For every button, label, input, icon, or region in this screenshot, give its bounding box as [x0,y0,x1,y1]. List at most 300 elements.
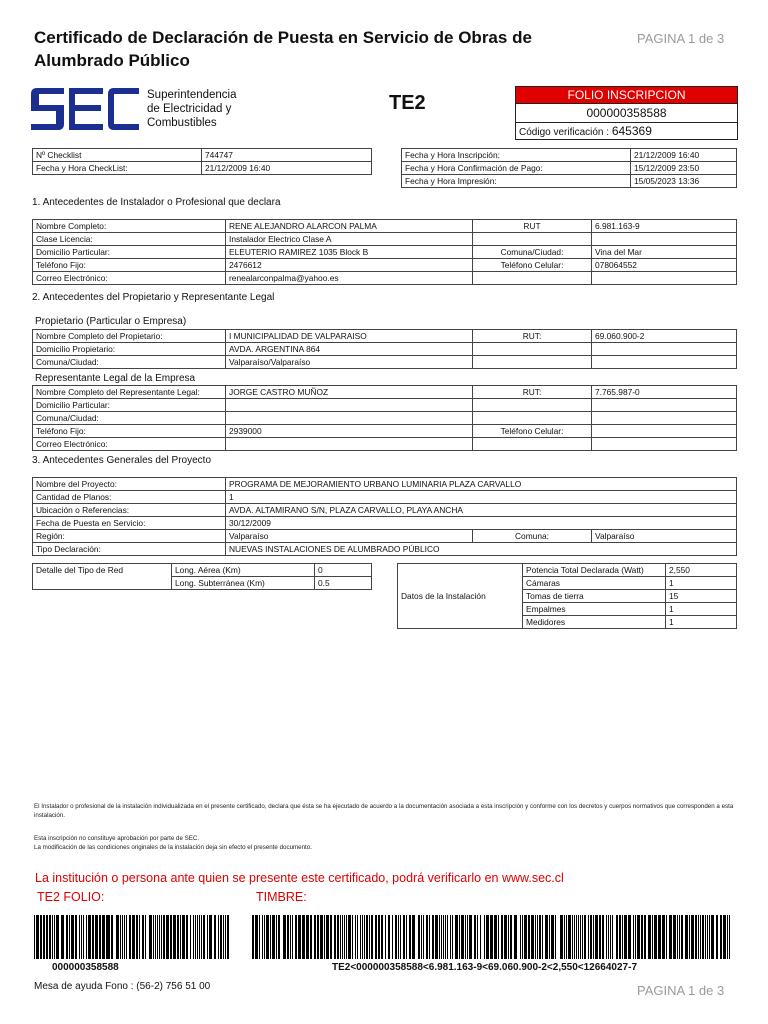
barcode-bar [69,915,70,959]
table-cell [592,272,737,285]
barcode-bar [161,915,162,959]
barcode-bar [398,915,399,959]
barcode-bar [302,915,305,959]
barcode-bar [637,915,640,959]
barcode-bar [364,915,365,959]
barcode-bar [662,915,663,959]
barcode-bar [310,915,311,959]
barcode-bar [501,915,503,959]
barcode-bar [445,915,446,959]
barcode-bar [214,915,216,959]
barcode-bar [443,915,444,959]
table-cell: Domicilio Particular: [33,246,226,259]
barcode-bar [461,915,463,959]
table-cell: Valparaíso/Valparaíso [226,356,473,369]
barcode-bar [362,915,363,959]
table-cell: Correo Electrónico: [33,272,226,285]
section-1-title: 1. Antecedentes de Instalador o Profesional que declara [32,197,281,208]
barcode-bar [71,915,74,959]
barcode-bar [494,915,497,959]
table-cell: 69.060.900-2 [592,330,737,343]
barcode-bar [441,915,442,959]
barcode-bar [283,915,286,959]
barcode-bar [99,915,101,959]
barcode-bar [421,915,422,959]
table-cell: Nombre Completo del Propietario: [33,330,226,343]
table-cell: 2,550 [666,564,737,577]
owner-table [32,329,737,369]
barcode-bar [306,915,309,959]
barcode-bar [392,915,393,959]
barcode-bar [555,915,556,959]
barcode-bar [633,915,634,959]
barcode-bar [153,915,154,959]
barcode-bar [298,915,301,959]
barcode-bar [182,915,185,959]
barcode-bar [469,915,472,959]
barcode-bar [572,915,573,959]
barcode-bar [514,915,517,959]
barcode-bar [124,915,125,959]
barcode-bar [689,915,690,959]
barcode-bar [371,915,373,959]
representative-subtitle: Representante Legal de la Empresa [35,373,196,384]
barcode-bar [97,915,98,959]
barcode-bar [252,915,254,959]
barcode-bar [566,915,567,959]
barcode-bar [560,915,563,959]
folio-box [515,86,738,140]
table-cell: Fecha y Hora CheckList: [33,162,202,175]
barcode-bar [195,915,196,959]
legal-note-modification: La modificación de las condiciones originales de la instalación deja sin efecto el presente documento. [34,844,312,851]
table-cell [473,272,592,285]
barcode-bar [439,915,440,959]
barcode-bar [720,915,722,959]
barcode-bar [311,915,312,959]
table-row [33,233,737,246]
table-cell: JORGE CASTRO MUÑOZ [226,386,473,399]
barcode-bar [498,915,499,959]
table-cell: Fecha y Hora Inscripción: [402,149,631,162]
barcode-bar [729,915,730,959]
barcode-bar [346,915,347,959]
barcode-bar [292,915,293,959]
barcode-bar [352,915,353,959]
barcode-bar [612,915,613,959]
barcode-bar [418,915,420,959]
barcode-bar [705,915,706,959]
barcode-bar [624,915,627,959]
barcode-bar [129,915,131,959]
barcode-bar [334,915,336,959]
table-cell: 1 [666,603,737,616]
barcode-bar [452,915,453,959]
barcode-bar [590,915,592,959]
barcode-bar [223,915,224,959]
table-cell: I MUNICIPALIDAD DE VALPARAISO [226,330,473,343]
table-cell: 21/12/2009 16:40 [202,162,372,175]
barcode-bar [52,915,53,959]
barcode-bar [157,915,158,959]
barcode-bar [412,915,415,959]
barcode-bar [177,915,179,959]
barcode-bar [663,915,665,959]
table-cell: PROGRAMA DE MEJORAMIENTO URBANO LUMINARIA PLAZA CARVALLO [226,478,737,491]
barcode-bar [486,915,489,959]
page-number-top: PAGINA 1 de 3 [637,31,725,46]
barcode-bar [34,915,35,959]
table-cell: 0.5 [315,577,372,590]
barcode-bar [149,915,152,959]
table-cell: Fecha y Hora Impresión: [402,175,631,188]
table-cell: 15/05/2023 13:36 [631,175,737,188]
table-row [33,330,737,343]
table-cell: renealarconpalma@yahoo.es [226,272,473,285]
verification-notice: La institución o persona ante quien se presente este certificado, podrá verificarlo en www.sec.cl [35,871,564,885]
barcode-bar [54,915,55,959]
table-cell: 15/12/2009 23:50 [631,162,737,175]
table-row [33,220,737,233]
table-cell: Región: [33,530,226,543]
barcode-bar [324,915,325,959]
te2-folio-label: TE2 FOLIO: [37,890,105,904]
timbre-label: TIMBRE: [256,890,307,904]
barcode-bar [652,915,653,959]
barcode-bar [551,915,554,959]
barcode-bar [450,915,451,959]
logo-caption [147,88,237,130]
barcode-bar [190,915,191,959]
barcode-bar [342,915,343,959]
table-cell: RUT [473,220,592,233]
barcode-bar [139,915,140,959]
barcode-bar [163,915,165,959]
barcode-bar [549,915,550,959]
barcode-bar [218,915,219,959]
barcode-bar [264,915,265,959]
barcode-bar [272,915,275,959]
barcode-bar [355,915,356,959]
table-cell [473,233,592,246]
barcode-bar [197,915,198,959]
barcode-bar [432,915,434,959]
barcode-bar [568,915,571,959]
barcode-bar [61,915,64,959]
barcode-bar [199,915,200,959]
barcode-bar [564,915,565,959]
barcode-bar [426,915,428,959]
table-cell: Tomas de tierra [523,590,666,603]
installer-table [32,219,737,285]
barcode-bar [619,915,621,959]
table-cell: Nº Checklist [33,149,202,162]
barcode-bar [593,915,594,959]
barcode-bar [126,915,127,959]
barcode-bar [86,915,87,959]
barcode-bar [166,915,169,959]
table-cell: Correo Electrónico: [33,438,226,451]
table-cell [473,438,592,451]
barcode-bar [120,915,121,959]
barcode-bar [227,915,229,959]
barcode-bar [669,915,672,959]
barcode-bar [276,915,277,959]
table-cell [226,412,473,425]
barcode-bar [348,915,351,959]
barcode-bar [201,915,202,959]
barcode-bar [357,915,358,959]
table-cell: Teléfono Fijo: [33,425,226,438]
table-cell [473,356,592,369]
barcode-bar [159,915,160,959]
barcode-bar [396,915,397,959]
table-cell: NUEVAS INSTALACIONES DE ALUMBRADO PÚBLICO [226,543,737,556]
table-cell: Potencia Total Declarada (Watt) [523,564,666,577]
barcode-bar [270,915,271,959]
barcode-bar [186,915,188,959]
barcode-bar [666,915,667,959]
barcode-bar [395,915,396,959]
table-cell: Comuna/Ciudad: [473,246,592,259]
table-cell: Nombre Completo del Representante Legal: [33,386,226,399]
barcode-bar [375,915,377,959]
table-cell: RUT: [473,386,592,399]
barcode-bar [47,915,48,959]
table-cell: 0 [315,564,372,577]
verification-code [516,123,737,139]
table-row [33,530,737,543]
table-row [33,356,737,369]
barcode-bar [537,915,538,959]
barcode-bar [574,915,575,959]
table-cell: 21/12/2009 16:40 [631,149,737,162]
checklist-table [32,148,372,175]
barcode-bar [677,915,678,959]
table-cell: AVDA. ALTAMIRANO S/N, PLAZA CARVALLO, PLAYA ANCHA [226,504,737,517]
barcode-bar [340,915,341,959]
installation-data-label: Datos de la Instalación [398,564,523,629]
barcode-bar [116,915,119,959]
table-row [33,412,737,425]
barcode-bar [381,915,383,959]
barcode-bar [707,915,708,959]
table-row [33,564,372,577]
barcode-bar [259,915,260,959]
barcode-bar [691,915,694,959]
table-cell: RUT: [473,330,592,343]
table-row [398,564,737,577]
barcode-bar [658,915,661,959]
folio-barcode [34,915,229,959]
barcode-bar [628,915,631,959]
barcode-bar [409,915,411,959]
barcode-bar [508,915,509,959]
barcode-bar [255,915,258,959]
barcode-bar [142,915,144,959]
table-cell: 7.765.987-0 [592,386,737,399]
table-cell: Domicilio Propietario: [33,343,226,356]
barcode-bar [49,915,51,959]
barcode-bar [588,915,589,959]
barcode-bar [606,915,607,959]
barcode-bar [654,915,657,959]
table-cell: Nombre del Proyecto: [33,478,226,491]
barcode-bar [220,915,222,959]
table-cell: Comuna/Ciudad: [33,412,226,425]
owner-subtitle: Propietario (Particular o Empresa) [35,316,187,327]
barcode-bar [463,915,464,959]
barcode-bar [106,915,108,959]
barcode-bar [81,915,82,959]
barcode-bar [504,915,507,959]
table-cell: Domicilio Particular: [33,399,226,412]
barcode-bar [314,915,316,959]
barcode-bar [406,915,407,959]
barcode-bar [122,915,123,959]
barcode-bar [56,915,59,959]
table-cell: Comuna: [473,530,592,543]
table-cell: Instalador Electrico Clase A [226,233,473,246]
table-cell: Fecha y Hora Confirmación de Pago: [402,162,631,175]
barcode-bar [723,915,726,959]
table-cell [592,438,737,451]
barcode-bar [644,915,646,959]
barcode-bar [679,915,680,959]
barcode-bar [360,915,361,959]
barcode-bar [388,915,390,959]
barcode-bar [545,915,548,959]
barcode-bar [447,915,448,959]
barcode-bar [576,915,577,959]
barcode-bar [695,915,697,959]
barcode-bar [622,915,623,959]
barcode-bar [95,915,97,959]
barcode-bar [711,915,714,959]
table-cell: AVDA. ARGENTINA 864 [226,343,473,356]
barcode-bar [608,915,609,959]
barcode-bar [180,915,181,959]
barcode-bar [474,915,476,959]
barcode-bar [378,915,380,959]
barcode-bar [40,915,42,959]
barcode-bar [145,915,146,959]
barcode-bar [423,915,424,959]
table-row [33,491,737,504]
barcode-bar [595,915,598,959]
table-row [402,162,737,175]
table-row [33,425,737,438]
table-row [33,149,372,162]
table-cell [592,233,737,246]
table-row [33,478,737,491]
barcode-bar [330,915,332,959]
table-cell: 6.981.163-9 [592,220,737,233]
table-cell: Empalmes [523,603,666,616]
table-cell: Valparaíso [592,530,737,543]
logo-line-1: Superintendencia [147,89,237,101]
barcode-bar [700,915,701,959]
barcode-bar [616,915,618,959]
timbre-barcode-text: TE2<000000358588<6.981.163-9<69.060.900-2<2,550<12664027-7 [332,962,638,973]
table-row [33,504,737,517]
doc-type: TE2 [389,92,426,114]
barcode-bar [578,915,579,959]
barcode-bar [203,915,205,959]
barcode-bar [83,915,84,959]
barcode-bar [602,915,604,959]
dates-table [401,148,737,188]
barcode-bar [641,915,643,959]
table-cell [592,425,737,438]
barcode-bar [648,915,651,959]
barcode-bar [429,915,430,959]
section-3-title: 3. Antecedentes Generales del Proyecto [32,455,212,466]
barcode-bar [66,915,68,959]
table-cell [592,412,737,425]
network-detail-label: Detalle del Tipo de Red [33,564,172,590]
barcode-bar [490,915,493,959]
table-row [33,259,737,272]
barcode-bar [524,915,527,959]
barcode-bar [43,915,45,959]
barcode-bar [673,915,676,959]
table-row [33,386,737,399]
table-row [33,162,372,175]
barcode-bar [702,915,704,959]
table-cell: Cantidad de Planos: [33,491,226,504]
table-row [33,246,737,259]
barcode-bar [75,915,77,959]
table-cell: Cámaras [523,577,666,590]
table-cell: Vina del Mar [592,246,737,259]
table-cell: Teléfono Fijo: [33,259,226,272]
barcode-bar [36,915,39,959]
table-cell: ELEUTERIO RAMIREZ 1035 Block B [226,246,473,259]
barcode-bar [520,915,521,959]
table-cell: 1 [666,577,737,590]
barcode-bar [580,915,581,959]
table-cell: Medidores [523,616,666,629]
table-row [33,343,737,356]
barcode-bar [685,915,688,959]
table-cell: Comuna/Ciudad: [33,356,226,369]
barcode-bar [295,915,297,959]
table-cell: Long. Aérea (Km) [172,564,315,577]
barcode-bar [716,915,718,959]
barcode-bar [582,915,583,959]
barcode-bar [477,915,478,959]
table-cell [226,438,473,451]
barcode-bar [46,915,47,959]
barcode-bar [337,915,339,959]
barcode-bar [326,915,329,959]
barcode-bar [103,915,105,959]
table-cell [473,399,592,412]
table-row [402,149,737,162]
barcode-bar [287,915,289,959]
table-row [33,438,737,451]
barcode-bar [539,915,541,959]
table-cell: Nombre Completo: [33,220,226,233]
table-cell: RENE ALEJANDRO ALARCON PALMA [226,220,473,233]
barcode-bar [510,915,512,959]
barcode-bar [403,915,405,959]
table-cell [592,343,737,356]
barcode-bar [531,915,534,959]
table-cell: 1 [666,616,737,629]
logo-line-2: de Electricidad y [147,103,232,115]
